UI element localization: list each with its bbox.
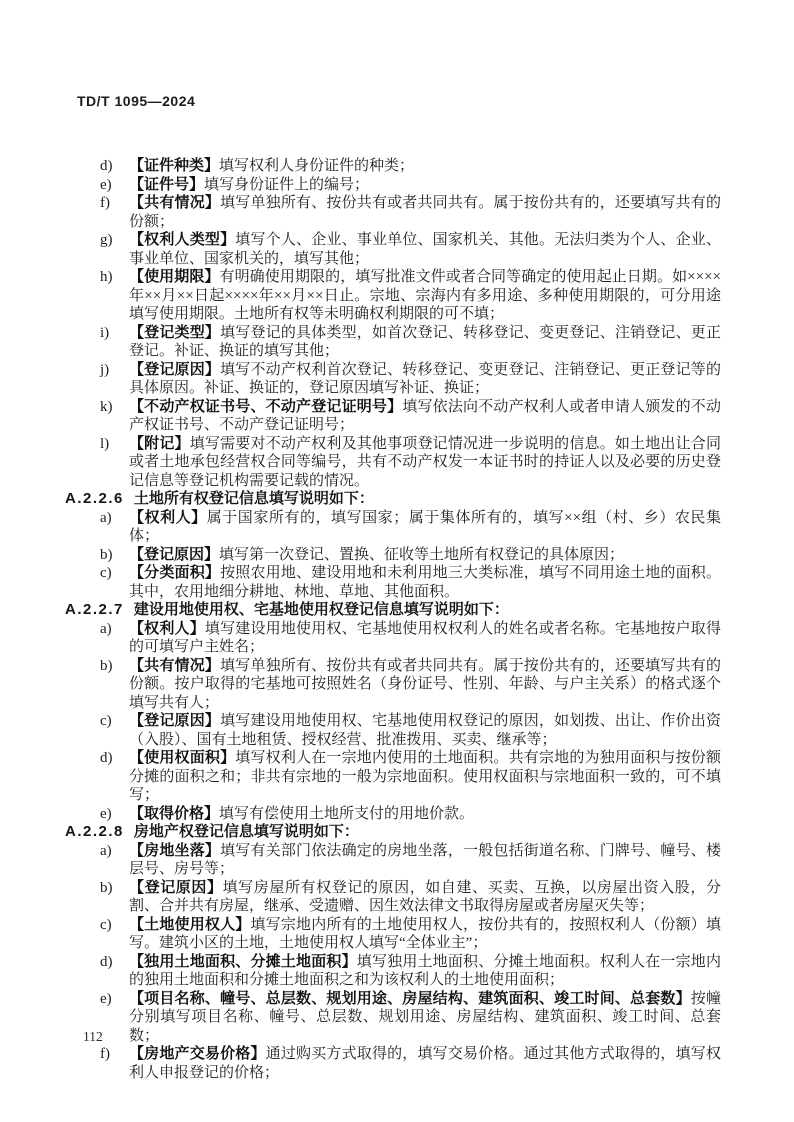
list-item-body: 填写权利人在一宗地内使用的土地面积。共有宗地的为独用面积与按份额分摊的面积之和；非共有宗地的一般为宗地面积。使用权面积与宗地面积一致的，可不填写； <box>129 750 721 803</box>
list-item-text <box>129 509 721 546</box>
list-item-body: 填写有关部门依法确定的房地坐落，一般包括街道名称、门牌号、幢号、楼层号、房号等； <box>129 842 721 877</box>
list-item-term: 【共有情况】 <box>129 194 221 211</box>
list-item <box>65 361 721 398</box>
list-item-body: 填写房屋所有权登记的原因，如自建、买卖、互换，以房屋出资入股，分割、合并共有房屋，继承、受遗赠、因生效法律文书取得房屋或者房屋灭失等； <box>129 879 721 914</box>
list-item-label: a) <box>100 842 112 859</box>
list-item <box>65 953 721 990</box>
list-item-text <box>129 231 721 268</box>
clause-number: A.2.2.6 <box>65 490 124 507</box>
list-item-term: 【房地产交易价格】 <box>129 1045 266 1062</box>
clause-title: 土地所有权登记信息填写说明如下： <box>133 490 374 507</box>
list-item-term: 【登记原因】 <box>129 545 220 563</box>
standard-code: TD/T 1095—2024 <box>77 93 196 109</box>
list-item-term: 【房地坐落】 <box>129 841 221 859</box>
list-item <box>65 564 721 601</box>
list-item-label: d) <box>100 158 113 174</box>
list-item <box>65 805 721 824</box>
list-item-term: 【登记原因】 <box>129 878 223 896</box>
clause-heading <box>65 601 721 620</box>
list-item-label: h) <box>100 269 113 285</box>
list-item-term: 【项目名称、幢号、总层数、规划用途、房屋结构、建筑面积、竣工时间、总套数】 <box>129 989 691 1007</box>
list-item-term: 【权利人】 <box>129 619 205 637</box>
list-item-term: 【登记原因】 <box>129 360 221 378</box>
list-item-term: 【使用期限】 <box>129 268 220 285</box>
list-item-text <box>129 398 721 435</box>
list-item-body: 填写不动产权利首次登记、转移登记、变更登记、注销登记、更正登记等的具体原因。补证、换证的，登记原因填写补证、换证； <box>129 361 721 396</box>
list-item <box>65 916 721 953</box>
list-item-term: 【共有情况】 <box>129 656 221 674</box>
list-item-body: 填写有偿使用土地所支付的用地价款。 <box>219 805 475 822</box>
list-item <box>65 749 721 805</box>
list-item-body: 按幢分别填写项目名称、幢号、总层数、规划用途、房屋结构、建筑面积、竣工时间、总套数； <box>129 990 721 1044</box>
list-item-text <box>129 361 721 398</box>
list-item <box>65 879 721 916</box>
list-item-text <box>129 564 721 601</box>
clause-title: 建设用地使用权、宅基地使用权登记信息填写说明如下： <box>133 601 509 618</box>
list-item <box>65 1045 721 1082</box>
list-item-body: 填写登记的具体类型，如首次登记、转移登记、变更登记、注销登记、更正登记。补证、换证的填写其他； <box>129 324 721 359</box>
list-item-label: e) <box>100 805 112 822</box>
list-item-text <box>129 657 721 713</box>
list-item <box>65 657 721 713</box>
list-item-label: d) <box>100 750 113 766</box>
list-item-label: b) <box>100 657 113 674</box>
list-item-label: c) <box>100 916 112 933</box>
list-item-label: j) <box>100 361 110 378</box>
list-item-body: 填写单独所有、按份共有或者共同共有。属于按份共有的，还要填写共有的份额。按户取得的宅基地可按照姓名（身份证号、性别、年龄、与户主关系）的格式逐个填写共有人； <box>129 657 721 711</box>
list-item-term: 【独用土地面积、分摊土地面积】 <box>129 952 357 970</box>
list-item-text <box>129 990 721 1046</box>
list-item-text <box>129 1045 721 1082</box>
list-item-label: e) <box>100 990 112 1007</box>
list-item-label: b) <box>100 546 113 563</box>
list-item-label: f) <box>100 1046 110 1062</box>
list-item <box>65 398 721 435</box>
list-item-body: 按照农用地、建设用地和未利用地三大类标准，填写不同用途土地的面积。其中，农用地细分耕地、林地、草地、其他面积。 <box>129 565 721 600</box>
list-item-text <box>129 879 721 916</box>
list-item-term: 【土地使用权人】 <box>129 915 251 933</box>
list-item-term: 【权利人】 <box>129 508 207 526</box>
list-item-body: 填写需要对不动产权利及其他事项登记情况进一步说明的信息。如土地出让合同或者土地承包经营权合同等编号，共有不动产权发一本证书时的持证人以及必要的历史登记信息等登记机构需要记载的情况。 <box>129 435 721 489</box>
list-item <box>65 546 721 565</box>
list-item-term: 【登记原因】 <box>129 712 221 729</box>
list-item-term: 【证件种类】 <box>129 157 220 174</box>
list-item-body: 填写依法向不动产权利人或者申请人颁发的不动产权证书号、不动产登记证明号； <box>129 398 721 433</box>
list-item-body: 填写宗地内所有的土地使用权人，按份共有的，按照权利人（份额）填写。建筑小区的土地，土地使用权人填写“全体业主”； <box>129 916 721 951</box>
list-item-label: k) <box>100 398 113 415</box>
list-item-body: 填写身份证件上的编号； <box>204 176 370 193</box>
list-item-text <box>129 324 721 361</box>
clause-number: A.2.2.7 <box>65 601 124 618</box>
list-item-text <box>129 916 721 953</box>
list-item-label: i) <box>100 324 110 341</box>
list-item-text <box>129 268 721 324</box>
list-item-term: 【权利人类型】 <box>129 231 236 248</box>
list-item-label: f) <box>100 195 110 211</box>
list-item-text <box>129 176 721 195</box>
list-item-term: 【分类面积】 <box>129 564 221 581</box>
list-item <box>65 842 721 879</box>
list-item-term: 【取得价格】 <box>129 804 220 822</box>
list-item <box>65 194 721 231</box>
clause-title: 房地产权登记信息填写说明如下： <box>133 823 359 840</box>
document-body <box>65 157 721 1082</box>
list-item <box>65 231 721 268</box>
clause-heading <box>65 490 721 509</box>
list-item-body: 填写单独所有、按份共有或者共同共有。属于按份共有的，还要填写共有的份额； <box>129 195 721 230</box>
list-item-label: a) <box>100 620 112 637</box>
list-item-body: 属于国家所有的，填写国家；属于集体所有的，填写××组（村、乡）农民集体； <box>129 509 721 544</box>
list-item-body: 填写个人、企业、事业单位、国家机关、其他。无法归类为个人、企业、事业单位、国家机关的，填写其他； <box>129 232 721 267</box>
list-item-text <box>129 435 721 491</box>
list-item-label: d) <box>100 953 113 970</box>
list-item-text <box>129 953 721 990</box>
list-item-body: 有明确使用期限的，填写批准文件或者合同等确定的使用起止日期。如××××年××月××日起××××年××月××日止。宗地、宗海内有多用途、多种使用期限的，可分用途填写使用期限。土地所有权等未明确权利期限的可不填； <box>129 269 721 322</box>
list-item-body: 通过购买方式取得的，填写交易价格。通过其他方式取得的，填写权利人申报登记的价格； <box>129 1046 721 1081</box>
list-item-text <box>129 749 721 805</box>
list-item-term: 【证件号】 <box>129 175 205 193</box>
clause-number: A.2.2.8 <box>65 823 124 840</box>
list-item-body: 填写第一次登记、置换、征收等土地所有权登记的具体原因； <box>219 546 625 563</box>
list-item-label: l) <box>100 435 110 452</box>
list-item-text <box>129 842 721 879</box>
list-item-text <box>129 712 721 749</box>
list-item-body: 填写建设用地使用权、宅基地使用权权利人的姓名或者名称。宅基地按户取得的可填写户主姓名； <box>129 620 721 655</box>
list-item-label: c) <box>100 565 112 581</box>
list-item-term: 【不动产权证书号、不动产登记证明号】 <box>129 397 403 415</box>
clause-heading <box>65 823 721 842</box>
page-number: 112 <box>83 1029 103 1044</box>
list-item-body: 填写独用土地面积、分摊土地面积。权利人在一宗地内的独用土地面积和分摊土地面积之和为该权利人的土地使用面积； <box>129 953 721 988</box>
list-item-term: 【登记类型】 <box>129 323 221 341</box>
list-item-text <box>129 805 721 824</box>
list-item <box>65 268 721 324</box>
list-item <box>65 620 721 657</box>
list-item-body: 填写建设用地使用权、宅基地使用权登记的原因，如划拨、出让、作价出资（入股）、国有土地租赁、授权经营、批准拨用、买卖、继承等； <box>129 713 721 748</box>
list-item-label: b) <box>100 879 113 896</box>
list-item-body: 填写权利人身份证件的种类； <box>219 158 415 174</box>
list-item-label: g) <box>100 232 113 248</box>
list-item-text <box>129 620 721 657</box>
list-item-term: 【附记】 <box>129 434 190 452</box>
list-item-text <box>129 194 721 231</box>
list-item <box>65 324 721 361</box>
list-item <box>65 509 721 546</box>
list-item-label: e) <box>100 176 112 193</box>
list-item-label: c) <box>100 713 112 729</box>
list-item <box>65 176 721 195</box>
list-item <box>65 712 721 749</box>
list-item-text <box>129 546 721 565</box>
list-item <box>65 990 721 1046</box>
list-item-term: 【使用权面积】 <box>129 749 236 766</box>
list-item <box>65 157 721 176</box>
list-item-label: a) <box>100 509 112 526</box>
list-item <box>65 435 721 491</box>
list-item-text <box>129 157 721 176</box>
